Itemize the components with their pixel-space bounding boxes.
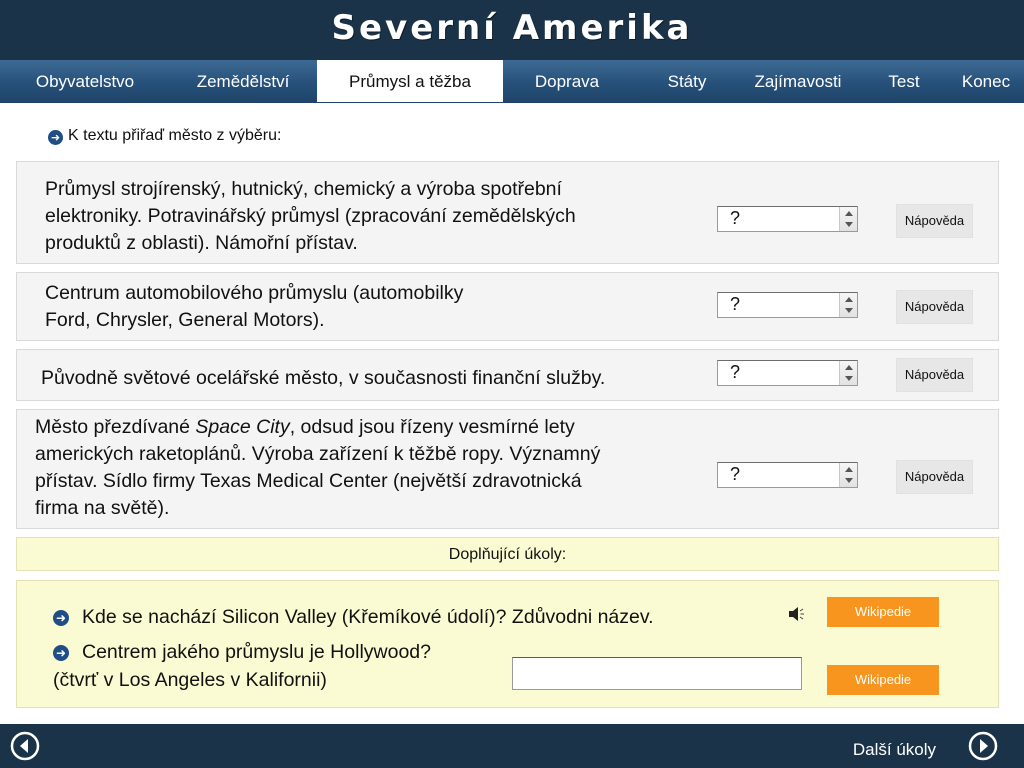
city-select-4-value: ?: [730, 464, 741, 484]
task-1-line: Průmysl strojírenský, hutnický, chemický a výroba spotřební: [45, 178, 562, 200]
task-3-text: Původně světové ocelářské město, v současnosti finanční služby.: [41, 367, 606, 389]
instruction: [48, 127, 281, 145]
task-1-line: produktů z oblasti). Námořní přístav.: [45, 232, 358, 254]
tab-obyvatelstvo[interactable]: Obyvatelstvo: [35, 72, 135, 91]
wikipedia-button-2[interactable]: Wikipedie: [827, 665, 939, 695]
extra-question-2-note: (čtvrť v Los Angeles v Kalifornii): [53, 669, 327, 691]
speaker-icon[interactable]: [788, 606, 806, 622]
task-4-text-part: , odsud jsou řízeny vesmírné lety: [289, 416, 575, 438]
task-4-line: přístav. Sídlo firmy Texas Medical Center (největší zdravotnická: [35, 470, 582, 492]
task-4-text-part: Město přezdívané: [35, 416, 196, 438]
tab-zajimavosti[interactable]: Zajímavosti: [754, 72, 842, 91]
footer-bar: [0, 724, 1024, 768]
arrow-right-icon: ➜: [48, 130, 63, 145]
space-city-term: Space City: [195, 416, 290, 438]
tab-test[interactable]: Test: [888, 72, 920, 91]
forward-arrow-icon[interactable]: [968, 731, 998, 761]
arrow-right-icon: ➜: [53, 610, 69, 626]
answer-input[interactable]: [512, 657, 802, 690]
task-4-line: [35, 414, 600, 441]
task-1-line: elektroniky. Potravinářský průmysl (zpracování zemědělských: [45, 205, 576, 227]
extra-question-2-text: Centrem jakého průmyslu je Hollywood?: [82, 641, 431, 663]
help-button-2[interactable]: Nápověda: [896, 290, 973, 324]
next-tasks-label[interactable]: Další úkoly: [852, 740, 936, 759]
tab-doprava[interactable]: Doprava: [534, 72, 600, 91]
nav-bar: [0, 60, 1024, 103]
task-1-text: [45, 176, 576, 257]
city-select-4[interactable]: [717, 462, 858, 488]
spinner-icon[interactable]: [839, 361, 857, 385]
help-button-4[interactable]: Nápověda: [896, 460, 973, 494]
task-4-line: amerických raketoplánů. Výroba zařízení k těžbě ropy. Významný: [35, 443, 601, 465]
task-4-line: firma na světě).: [35, 497, 170, 519]
spinner-icon[interactable]: [839, 207, 857, 231]
arrow-right-icon: ➜: [53, 645, 69, 661]
tab-staty[interactable]: Státy: [667, 72, 707, 91]
tab-prumysl-a-tezba[interactable]: Průmysl a těžba: [317, 60, 503, 102]
page-title: Severní Amerika: [331, 8, 693, 48]
extra-question-1: [53, 604, 654, 630]
spinner-icon[interactable]: [839, 293, 857, 317]
tab-konec[interactable]: Konec: [961, 72, 1011, 91]
city-select-1-value: ?: [730, 208, 741, 228]
spinner-icon[interactable]: [839, 463, 857, 487]
instruction-text: K textu přiřaď město z výběru:: [68, 127, 282, 144]
extra-question-2: [53, 639, 431, 665]
back-arrow-icon[interactable]: [10, 731, 40, 761]
extra-question-1-text: Kde se nachází Silicon Valley (Křemíkové údolí)? Zdůvodni název.: [82, 606, 654, 628]
city-select-3-value: ?: [730, 362, 741, 382]
task-2-text: [45, 280, 463, 334]
city-select-2-value: ?: [730, 294, 741, 314]
city-select-1[interactable]: [717, 206, 858, 232]
tab-zemedelstvi[interactable]: Zemědělství: [196, 72, 290, 91]
task-2-line: Centrum automobilového průmyslu (automobilky: [45, 282, 464, 304]
task-4-text: [35, 414, 600, 522]
help-button-3[interactable]: Nápověda: [896, 358, 973, 392]
help-button-1[interactable]: Nápověda: [896, 204, 973, 238]
city-select-2[interactable]: [717, 292, 858, 318]
extra-tasks-heading: Doplňující úkoly:: [16, 537, 999, 571]
title-bar: [0, 0, 1024, 60]
task-2-line: Ford, Chrysler, General Motors).: [45, 309, 325, 331]
wikipedia-button-1[interactable]: Wikipedie: [827, 597, 939, 627]
city-select-3[interactable]: [717, 360, 858, 386]
